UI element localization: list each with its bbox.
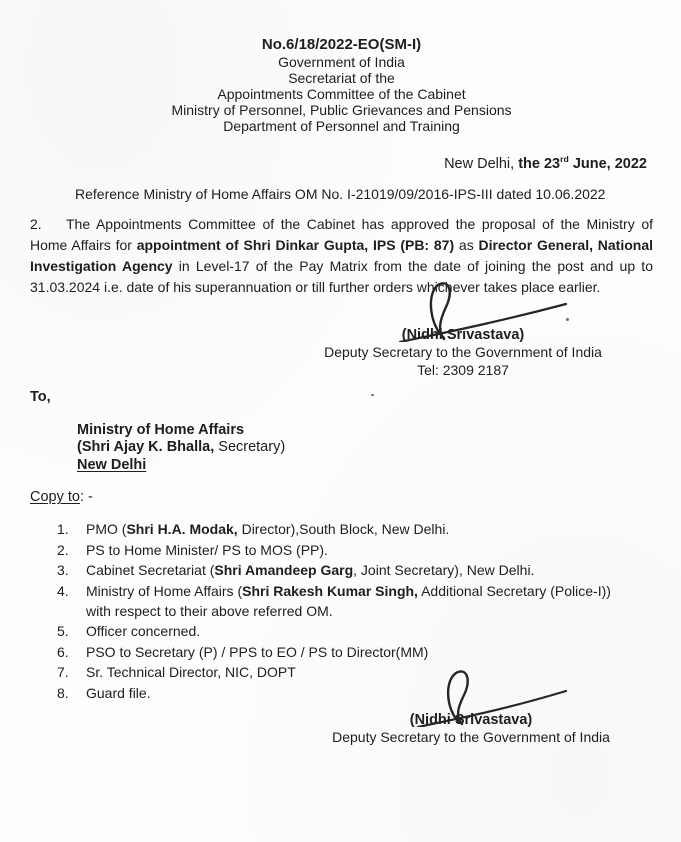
para-bold-post: Director General, National Investigation Agency [30, 236, 653, 274]
copy-item [57, 621, 653, 641]
para-part1: The Appointments Committee of the Cabinet has approved the proposal of the Ministry of Home Affairs for [30, 215, 653, 253]
copy-to-label: Copy to [30, 489, 80, 506]
copy-item-number: 3. [57, 562, 69, 579]
addressee-person [77, 439, 653, 457]
signature-scribble-icon [348, 280, 578, 342]
scan-speckle [371, 394, 374, 396]
copy-item-text: Cabinet Secretariat (Shri Amandeep Garg, Joint Secretary), New Delhi. [86, 562, 535, 579]
addressee-ministry: Ministry of Home Affairs [77, 421, 245, 438]
dateline-place: New Delhi, [444, 155, 519, 172]
dateline-rest: June, 2022 [568, 155, 647, 172]
signatory-designation: Deputy Secretary to the Government of India [324, 343, 602, 360]
addressee-block [77, 422, 653, 475]
file-number: No.6/18/2022-EO(SM-I) [261, 36, 422, 53]
copy-item-number: 8. [57, 684, 69, 701]
org-line-1: Government of India [278, 54, 405, 70]
signatory-name: (Nidhi Srivastava) [409, 712, 533, 729]
copy-item-number: 2. [57, 541, 69, 558]
addressee-city: New Delhi [77, 456, 147, 473]
para-bold-appointee: appointment of Shri Dinkar Gupta, IPS (PB: 87) [136, 236, 455, 253]
copy-item-text: PSO to Secretary (P) / PPS to EO / PS to Director(MM) [86, 643, 429, 660]
copy-item [57, 642, 653, 662]
copy-item-text: Ministry of Home Affairs (Shri Rakesh Kumar Singh, Additional Secretary (Police-I)) with respect to their above referred OM. [86, 582, 611, 619]
copy-item-number: 1. [57, 521, 69, 538]
org-line-5: Department of Personnel and Training [223, 118, 460, 134]
copy-item-text: PS to Home Minister/ PS to MOS (PP). [86, 541, 328, 558]
signature-scribble-icon [356, 669, 586, 727]
signatory-phone: Tel: 2309 2187 [417, 361, 509, 378]
reference-line: Reference Ministry of Home Affairs OM No. I-21019/09/2016-IPS-III dated 10.06.2022 [75, 185, 606, 202]
signature-block-bottom [301, 669, 641, 746]
letterhead [30, 36, 653, 134]
copy-to-suffix: : - [79, 489, 93, 506]
copy-item-text: Guard file. [86, 684, 151, 701]
copy-item [57, 519, 653, 539]
copy-to-heading [30, 489, 653, 505]
copy-item-text: Sr. Technical Director, NIC, DOPT [86, 664, 296, 681]
copy-item-text: Officer concerned. [86, 623, 201, 640]
copy-item-number: 7. [57, 664, 69, 681]
paragraph-number: 2. [30, 215, 42, 232]
signatory-designation: Deputy Secretary to the Government of India [332, 729, 610, 746]
org-line-4: Ministry of Personnel, Public Grievances and Pensions [171, 102, 512, 118]
addressee-person-title: Secretary) [214, 439, 286, 456]
signature-block-top [293, 280, 633, 379]
copy-item [57, 560, 653, 580]
org-line-3: Appointments Committee of the Cabinet [217, 86, 466, 102]
dateline-ordinal: rd [560, 154, 569, 164]
copy-item [57, 540, 653, 560]
copy-item-number: 4. [57, 582, 69, 599]
org-line-2: Secretariat of the [288, 70, 395, 86]
para-part3: in Level-17 of the Pay Matrix from the date of joining the post and up to 31.03.2024 i.e. date of his superannuation or till further orders whichever takes place earlier. [30, 257, 653, 295]
dateline [30, 154, 653, 172]
copy-item-text: PMO (Shri H.A. Modak, Director),South Block, New Delhi. [86, 521, 450, 538]
copy-item [57, 581, 653, 621]
addressee-person-name: (Shri Ajay K. Bhalla, [77, 439, 215, 456]
para-part2: as [454, 236, 479, 253]
to-label: To, [30, 388, 51, 405]
copy-item-number: 5. [57, 623, 69, 640]
copy-item-number: 6. [57, 643, 69, 660]
dateline-day: the 23 [518, 155, 561, 172]
signatory-name: (Nidhi Srivastava) [401, 326, 525, 343]
